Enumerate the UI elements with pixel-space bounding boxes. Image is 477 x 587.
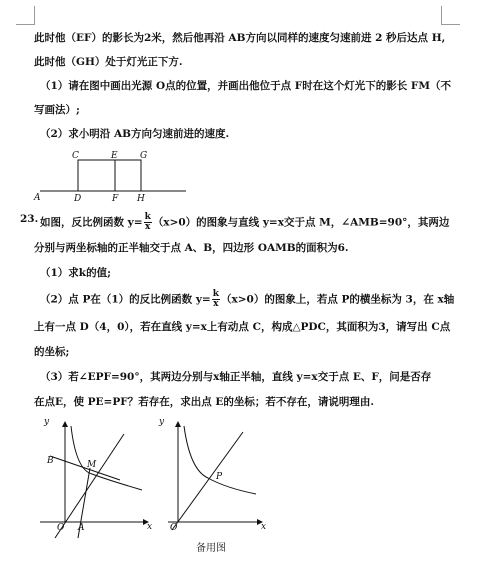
label-h: H	[137, 194, 145, 204]
question-number: 23.	[20, 213, 39, 225]
question-part-1: （1）请在图中画出光源 O点的位置，并画出他位于点 F时在这个灯光下的影长 FM（不	[40, 80, 451, 92]
label-b: B	[47, 456, 54, 466]
question-part-1: （1）求k的值;	[40, 267, 111, 279]
text-span: 如图，反比例函数 y=	[40, 216, 143, 229]
question-part-2: （2）求小明沿 AB方向匀速前进的速度.	[40, 128, 230, 140]
axis-label-y: y	[159, 417, 165, 427]
axis-label-x: x	[261, 522, 267, 532]
label-m: M	[87, 460, 97, 470]
label-e: E	[111, 151, 118, 161]
text-line: 上有一点 D（4，0），若在直线 y=x上有动点 C，构成△PDC，其面积为3，请写出 C点	[34, 321, 451, 333]
text-line: 写画法）;	[34, 104, 80, 116]
text-line: 此时他（EF）的影长为2米，然后他再沿 AB方向以同样的速度匀速前进 2 秒后达点 H,	[34, 32, 446, 44]
text-span: （x>0）的图象上，若点 P的横坐标为 3，在 x轴	[220, 293, 455, 306]
question-part-3: （3）若∠EPF=90°，其两边分别与x轴正半轴，直线 y=x交于点 E、F，问是否存	[40, 371, 432, 383]
label-a: A	[78, 523, 85, 533]
fraction-denominator: x	[213, 299, 219, 309]
question-part-2	[40, 290, 454, 309]
label-a: A	[34, 193, 41, 203]
fraction-k-over-x	[144, 213, 152, 232]
rect-efhg	[115, 160, 141, 191]
text-line: 的坐标;	[34, 346, 70, 358]
label-c: C	[72, 151, 79, 161]
fraction-numerator: k	[212, 289, 219, 299]
caption-spare-figure: 备用图	[196, 543, 226, 554]
fraction-k-over-x	[212, 290, 220, 309]
axis-label-x: x	[147, 522, 153, 532]
text-line: 在点E，使 PE=PF？若存在，求出点 E的坐标；若不存在，请说明理由.	[34, 396, 375, 408]
fraction-numerator: k	[144, 212, 151, 222]
label-p: P	[216, 472, 223, 482]
axis-label-y: y	[44, 417, 50, 427]
rect-cdfe	[78, 160, 115, 191]
label-g: G	[140, 151, 148, 161]
text-line: 分别与两坐标轴的正半轴交于点 A、B，四边形 OAMB的面积为6.	[34, 242, 349, 254]
text-line: 此时他（GH）处于灯光正下方.	[34, 56, 183, 68]
text-span: （2）点 P在（1）的反比例函数 y=	[40, 293, 211, 306]
label-origin: O	[170, 523, 178, 533]
text-span: （x>0）的图象与直线 y=x交于点 M，∠AMB=90°，其两边	[152, 216, 450, 229]
q23-line1	[40, 213, 449, 232]
fraction-denominator: x	[145, 222, 151, 232]
label-f: F	[112, 194, 119, 204]
label-origin: O	[57, 523, 65, 533]
label-d: D	[74, 194, 82, 204]
